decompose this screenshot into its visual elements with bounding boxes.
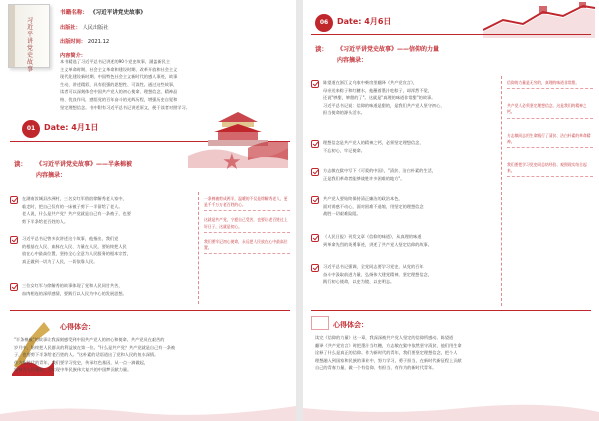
publish-date-label: 出版时间：: [60, 39, 86, 45]
text-line: 读完《信仰的力量》这一章，我深深被共产党人坚定的信仰所感动。陈望道: [315, 335, 454, 340]
publish-date-row: [60, 38, 109, 45]
excerpt-block-2: [22, 235, 194, 265]
date-badge: 06: [315, 14, 333, 32]
reading-title: 《习近平讲党史故事》——半条棉被: [36, 161, 133, 168]
text-line: 坚持为人民服务，为实现中华民族伟大复兴的中国梦贡献力量。: [14, 367, 132, 373]
book-cover-image: [8, 4, 50, 73]
side-note: 一条棉被剪成两半，温暖的不仅是徐解秀老人，更是千千万万老百姓的心。: [204, 196, 290, 211]
feeling-text: [315, 334, 593, 372]
reading-label: 读：: [14, 160, 27, 168]
excerpt-block-6: [323, 263, 497, 286]
book-title-row: [60, 8, 146, 16]
side-notes: [204, 196, 290, 260]
text-line: 现代化建设新时期、中国特色社会主义新时代的感人事迹，故事: [60, 74, 178, 80]
excerpt-block-3: [22, 282, 194, 297]
side-note: 方志敏同志用生命践行了清贫、洁白朴素的革命精神。: [507, 133, 593, 148]
text-line: 《人民日报》刊发文章《信仰的味道》，从真理的味道: [323, 234, 422, 239]
section-divider: [10, 310, 290, 311]
text-line: 到革命先烈的英勇事迹，讲述了共产党人坚定信仰的故事。: [323, 241, 432, 247]
text-line: 三位女红军与徐解秀的故事体现了党和人民同甘共苦，: [22, 283, 123, 288]
side-note: 这就是共产党，宁愿自己受苦，也要让老百姓过上好日子，这就是初心。: [204, 217, 290, 232]
section-divider: [311, 310, 591, 311]
text-line: 的根基在人民、血脉在人民、力量在人民，要始终把人民: [22, 243, 127, 249]
check-icon: [10, 196, 18, 204]
text-line: 母亲送来粽子和红糖水，他蘸着墨汁吃粽子，却浑然不觉，: [323, 87, 432, 93]
publisher-value: 人民出版社: [82, 25, 109, 31]
bottom-wave-decoration: [0, 396, 296, 421]
text-line: 战胜一切艰难险阻。: [323, 211, 361, 217]
text-line: 作为新时代的青年，我们要学习党史，传承红色基因，从一点一滴做起，: [14, 359, 149, 365]
check-icon: [311, 264, 319, 272]
pen-icon: [311, 316, 329, 330]
text-line: 格、优良作风，感悟党的百年奋斗的光辉历程，增强历史自觉和: [60, 96, 178, 102]
text-line: 翻译《共产党宣言》时把墨汁当红糖，方志敏在狱中依然坚守清贫，他们用生命: [315, 342, 462, 348]
star-icon: ★: [222, 150, 242, 175]
side-note: 共产党人必须坚定理想信念，这是我们的精神之钙。: [507, 103, 593, 118]
text-line: 担当使命的源头活水。: [323, 110, 365, 116]
intro-text: [60, 58, 292, 111]
text-line: 坚定理想信念。书中附有习近平总书记讲述原文，便于读者对照学习。: [60, 104, 190, 110]
text-line: 读者可以深刻体会中国共产党人的初心使命、理想信念、精神品: [60, 89, 178, 95]
text-line: 奋斗中汲取前进力量，弘扬伟大建党精神，坚定理想信念，: [323, 271, 432, 277]
excerpt-block-5: [323, 233, 497, 248]
check-icon: [311, 80, 319, 88]
column-divider: [198, 192, 199, 304]
text-line: 习近平总书记说：信仰的味道是甜的，是我们共产党人坚守初心、: [323, 102, 445, 108]
great-wall-illustration: [483, 2, 595, 38]
excerpt-block-4: [323, 195, 497, 218]
feeling-label: 心得体会：: [60, 323, 95, 331]
text-line: 真正做到一切为了人民，一切依靠人民。: [22, 258, 98, 264]
check-icon: [311, 196, 319, 204]
side-note: 我们要牢记初心使命，永远把人民放在心中最高位置。: [204, 239, 290, 254]
right-page: [303, 0, 599, 421]
text-line: 诠释了什么是真正的信仰。作为新时代的青年，我们要坚定理想信念，把个人: [315, 350, 458, 356]
check-icon: [10, 283, 18, 291]
text-line: 不忘初心，牢记使命。: [323, 147, 365, 153]
text-line: 血肉相连的深厚感情，要践行以人民为中心的发展思想。: [22, 290, 127, 296]
text-line: 理想信念是共产党人的精神之钙，必须坚定理想信念，: [323, 140, 424, 145]
excerpt-block-1: [323, 79, 497, 117]
text-line: 在湖南汝城县沙洲村，三名女红军借宿徐解秀老人家中，: [22, 196, 127, 201]
excerpt-block-2: [323, 139, 497, 154]
date-heading: Date: 4月6日: [337, 17, 392, 26]
intro-label: 内容简介：: [60, 53, 86, 59]
text-line: 生动，讲述精彩，具有很强的思想性、可读性。通过这些故事，: [60, 81, 178, 87]
text-line: 方志敏在狱中写下《可爱的中国》，"清贫、洁白朴素的生活，: [323, 168, 436, 173]
text-line: 面对诱惑不动心，面对困难不退缩，用坚定的理想信念: [323, 203, 424, 209]
content-label: 内容摘录：: [36, 172, 67, 179]
text-line: 老人说，什么是共产党？共产党就是自己有一条被子，也要: [22, 211, 131, 217]
side-note: 信仰的力量是无穷的，真理的味道非常甜。: [507, 80, 593, 89]
content-label: 内容摘录：: [337, 57, 368, 64]
text-line: 习近平总书记曾多次讲述这个故事，他指出，我们党: [22, 236, 119, 241]
date-heading: Date: 4月1日: [44, 123, 99, 132]
text-line: 放在心中最高位置，坚持全心全意为人民服务的根本宗旨，: [22, 251, 131, 257]
text-line: 理想融入到国家和民族的事业中，努力学习，勇于担当，在新时代新征程上贡献: [315, 357, 462, 363]
text-line: 还说"够甜，够甜的了"。这就是"真理的味道非常甜"的故事。: [323, 95, 436, 101]
check-icon: [10, 236, 18, 244]
reading-label: 读：: [315, 45, 328, 53]
text-line: "半条棉被"的故事让我深刻感受到中国共产党人的初心和使命。共产党员在艰苦的: [14, 337, 165, 342]
column-divider: [501, 76, 502, 306]
bottom-wave-decoration: [303, 396, 599, 421]
text-line: 临走时，把自己仅有的一床被子剪下一半留给了老人。: [22, 203, 123, 209]
text-line: 践行初心使命，以史为镜、以史明志。: [323, 279, 395, 285]
text-line: 陈望道在浙江义乌家中柴房里翻译《共产党宣言》，: [323, 80, 418, 85]
text-line: 子，也要剪下半条给老百姓的人。"这朴素的话语道出了党和人民的鱼水深情。: [14, 352, 159, 358]
publisher-label: 出版社：: [60, 25, 81, 31]
publish-date-value: 2021.12: [87, 39, 110, 45]
text-line: 岁月中，始终把人民群众的利益放在第一位。"什么是共产党？共产党就是自己有一条被: [14, 344, 176, 350]
text-line: 正是我们革命者能够战胜许多困难的地方"。: [323, 175, 405, 181]
cover-title: 习近平讲党史故事: [27, 17, 34, 73]
book-title-label: 书籍名称：: [60, 10, 88, 16]
text-line: 本书精选了习近平总书记讲述的90个党史故事，涵盖新民主: [60, 59, 171, 64]
side-note: 我们要把学习党史同总结经验、观照现实结合起来。: [507, 162, 593, 177]
text-line: 共产党人要始终保持清正廉洁的政治本色，: [323, 196, 403, 201]
side-notes: [507, 80, 593, 191]
book-title-value: 《习近平讲党史故事》: [89, 10, 146, 16]
book-spine: [9, 5, 15, 67]
reading-title: 《习近平讲党史故事》——信仰的力量: [337, 46, 440, 53]
feeling-text: [14, 336, 290, 374]
excerpt-block-3: [323, 167, 497, 182]
text-line: 剪下半条给老百姓的人。: [22, 218, 69, 224]
check-icon: [311, 168, 319, 176]
publisher-row: [60, 24, 109, 31]
check-icon: [311, 140, 319, 148]
text-line: 自己的青春力量，做一个有信仰、有担当、有作为的新时代青年。: [315, 365, 437, 371]
text-line: 习近平总书记强调，全党同志要学习党史，从党的百年: [323, 264, 424, 269]
date-badge: 01: [22, 120, 40, 138]
left-page: [0, 0, 296, 421]
text-line: 主义革命时期、社会主义革命和建设时期、改革开放和社会主义: [60, 66, 178, 72]
excerpt-block-1: [22, 195, 194, 225]
check-icon: [311, 234, 319, 242]
feeling-label: 心得体会：: [333, 321, 368, 329]
